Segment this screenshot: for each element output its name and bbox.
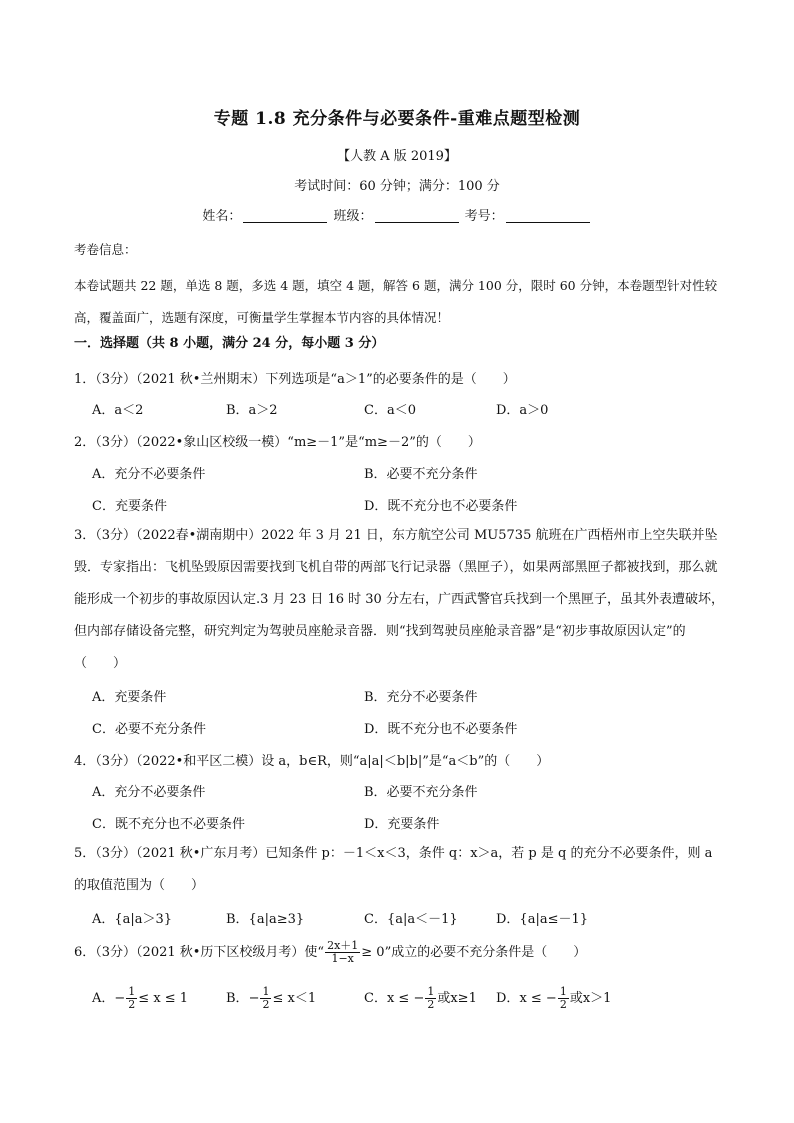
q3-option-a: A．充要条件 — [92, 690, 167, 705]
question-3-stem: 3．（3分）（2022春•湖南期中）2022 年 3 月 21 日，东方航空公司 MU5735 航班在广西梧州市上空失联并坠毁．专家指出：飞机坠毁原因需要找到飞机自带的两部飞行记录器（黑匣子），如果两部黑匣子都被找到，那么就能形成一个初步的事故原因认定.3 月 23 日 16 时 30 分左右，广西武警官兵找到一个黑匣子，虽其外表遭破坏，但内部存储设备完整，研究判定为驾驶员座舱录音器．则“找到驾驶员座舱录音器”是“初步事故原因认定”的（ ） — [74, 528, 724, 671]
number-label: 考号： — [464, 209, 504, 224]
section-heading: 一．选择题（共 8 小题，满分 24 分，每小题 3 分） — [74, 336, 385, 351]
q2-option-d: D．既不充分也不必要条件 — [364, 499, 518, 514]
q6-d-den: 2 — [559, 998, 567, 1011]
name-label: 姓名： — [202, 209, 242, 224]
info-heading: 考卷信息： — [74, 242, 137, 257]
q6-d-frac — [558, 986, 569, 1011]
q1-option-b: B．a＞2 — [226, 403, 278, 418]
q6-d-label: D． — [496, 991, 520, 1006]
q6-d-num: 1 — [559, 985, 567, 998]
q6-c-head: x ≤ − — [386, 991, 425, 1006]
q6-c-den: 2 — [427, 998, 435, 1011]
q5-option-a: A．{a|a＞3} — [92, 912, 173, 927]
question-5-stem: 5．（3分）（2021 秋•广东月考）已知条件 p：－1＜x＜3，条件 q：x＞a，若 p 是 q 的充分不必要条件，则 a 的取值范围为（ ） — [74, 846, 713, 893]
question-1-stem: 1．（3分）（2021 秋•兰州期末）下列选项是“a＞1”的必要条件的是（ ） — [74, 372, 516, 387]
q5-option-b: B．{a|a≥3} — [226, 912, 305, 927]
q6-d-tail: 或x＞1 — [569, 991, 612, 1006]
q3-option-d: D．既不充分也不必要条件 — [364, 722, 518, 737]
q6-a-num: 1 — [128, 985, 136, 998]
q3-option-c: C．必要不充分条件 — [92, 722, 206, 737]
q1-option-a: A．a＜2 — [92, 403, 144, 418]
question-6-stem — [74, 940, 724, 965]
q6-a-frac — [126, 986, 137, 1011]
q2-option-b: B．必要不充分条件 — [364, 467, 478, 482]
q4-option-d: D．充要条件 — [364, 817, 440, 832]
q6-option-d — [496, 986, 611, 1011]
exam-time: 考试时间：60 分钟；满分：100 分 — [294, 179, 500, 194]
q6-frac-num: 2x＋1 — [327, 939, 359, 952]
q6-d-head: x ≤ − — [519, 991, 557, 1006]
q6-b-den: 2 — [262, 998, 270, 1011]
q6-c-num: 1 — [427, 985, 435, 998]
question-2-stem: 2．（3分）（2022•象山区校级一模）“m≥－1”是“m≥－2”的（ ） — [74, 435, 481, 450]
q6-stem-suffix: ≥ 0”成立的必要不充分条件是（ ） — [361, 945, 587, 960]
q4-option-c: C．既不充分也不必要条件 — [92, 817, 245, 832]
q5-option-c: C．{a|a＜－1} — [364, 912, 458, 927]
q1-option-c: C．a＜0 — [364, 403, 416, 418]
q6-a-label: A． — [92, 991, 115, 1006]
q6-option-a — [92, 986, 188, 1011]
q6-b-label: B． — [226, 991, 249, 1006]
q6-b-num: 1 — [262, 985, 270, 998]
name-blank[interactable] — [243, 208, 327, 223]
q6-b-head: − — [248, 991, 260, 1006]
info-description: 本卷试题共 22 题，单选 8 题，多选 4 题，填空 4 题，解答 6 题，满分 100 分，限时 60 分钟，本卷题型针对性较高，覆盖面广，选题有深度，可衡量学生掌握本节内容的具体情况！ — [74, 278, 718, 325]
q4-option-b: B．必要不充分条件 — [364, 785, 478, 800]
q3-option-b: B．充分不必要条件 — [364, 690, 478, 705]
q6-a-tail: ≤ x ≤ 1 — [138, 991, 189, 1006]
q4-option-a: A．充分不必要条件 — [92, 785, 206, 800]
q6-frac-den: 1−x — [331, 952, 354, 965]
q6-stem-prefix: 6．（3分）（2021 秋•历下区校级月考）使“ — [74, 945, 325, 960]
q2-option-a: A．充分不必要条件 — [92, 467, 206, 482]
q6-c-tail: 或x≥1 — [437, 991, 477, 1006]
q6-b-frac — [260, 986, 271, 1011]
class-label: 班级： — [333, 209, 373, 224]
q6-option-c — [364, 986, 477, 1011]
q1-option-d: D．a＞0 — [496, 403, 549, 418]
q6-option-b — [226, 986, 316, 1011]
q2-option-c: C．充要条件 — [92, 499, 167, 514]
student-info-row — [0, 205, 794, 224]
q6-c-frac — [425, 986, 436, 1011]
q6-c-label: C． — [364, 991, 387, 1006]
class-blank[interactable] — [375, 208, 459, 223]
q6-b-tail: ≤ x＜1 — [272, 991, 317, 1006]
question-4-stem: 4．（3分）（2022•和平区二模）设 a，b∈R，则“a|a|＜b|b|”是“a＜b”的（ ） — [74, 754, 550, 769]
number-blank[interactable] — [506, 208, 590, 223]
q5-option-d: D．{a|a≤－1} — [496, 912, 589, 927]
q6-a-head: − — [114, 991, 126, 1006]
q6-a-den: 2 — [128, 998, 136, 1011]
page-title: 专题 1.8 充分条件与必要条件-重难点题型检测 — [213, 109, 581, 129]
q6-fraction — [325, 940, 360, 965]
edition-label: 【人教 A 版 2019】 — [337, 149, 457, 164]
